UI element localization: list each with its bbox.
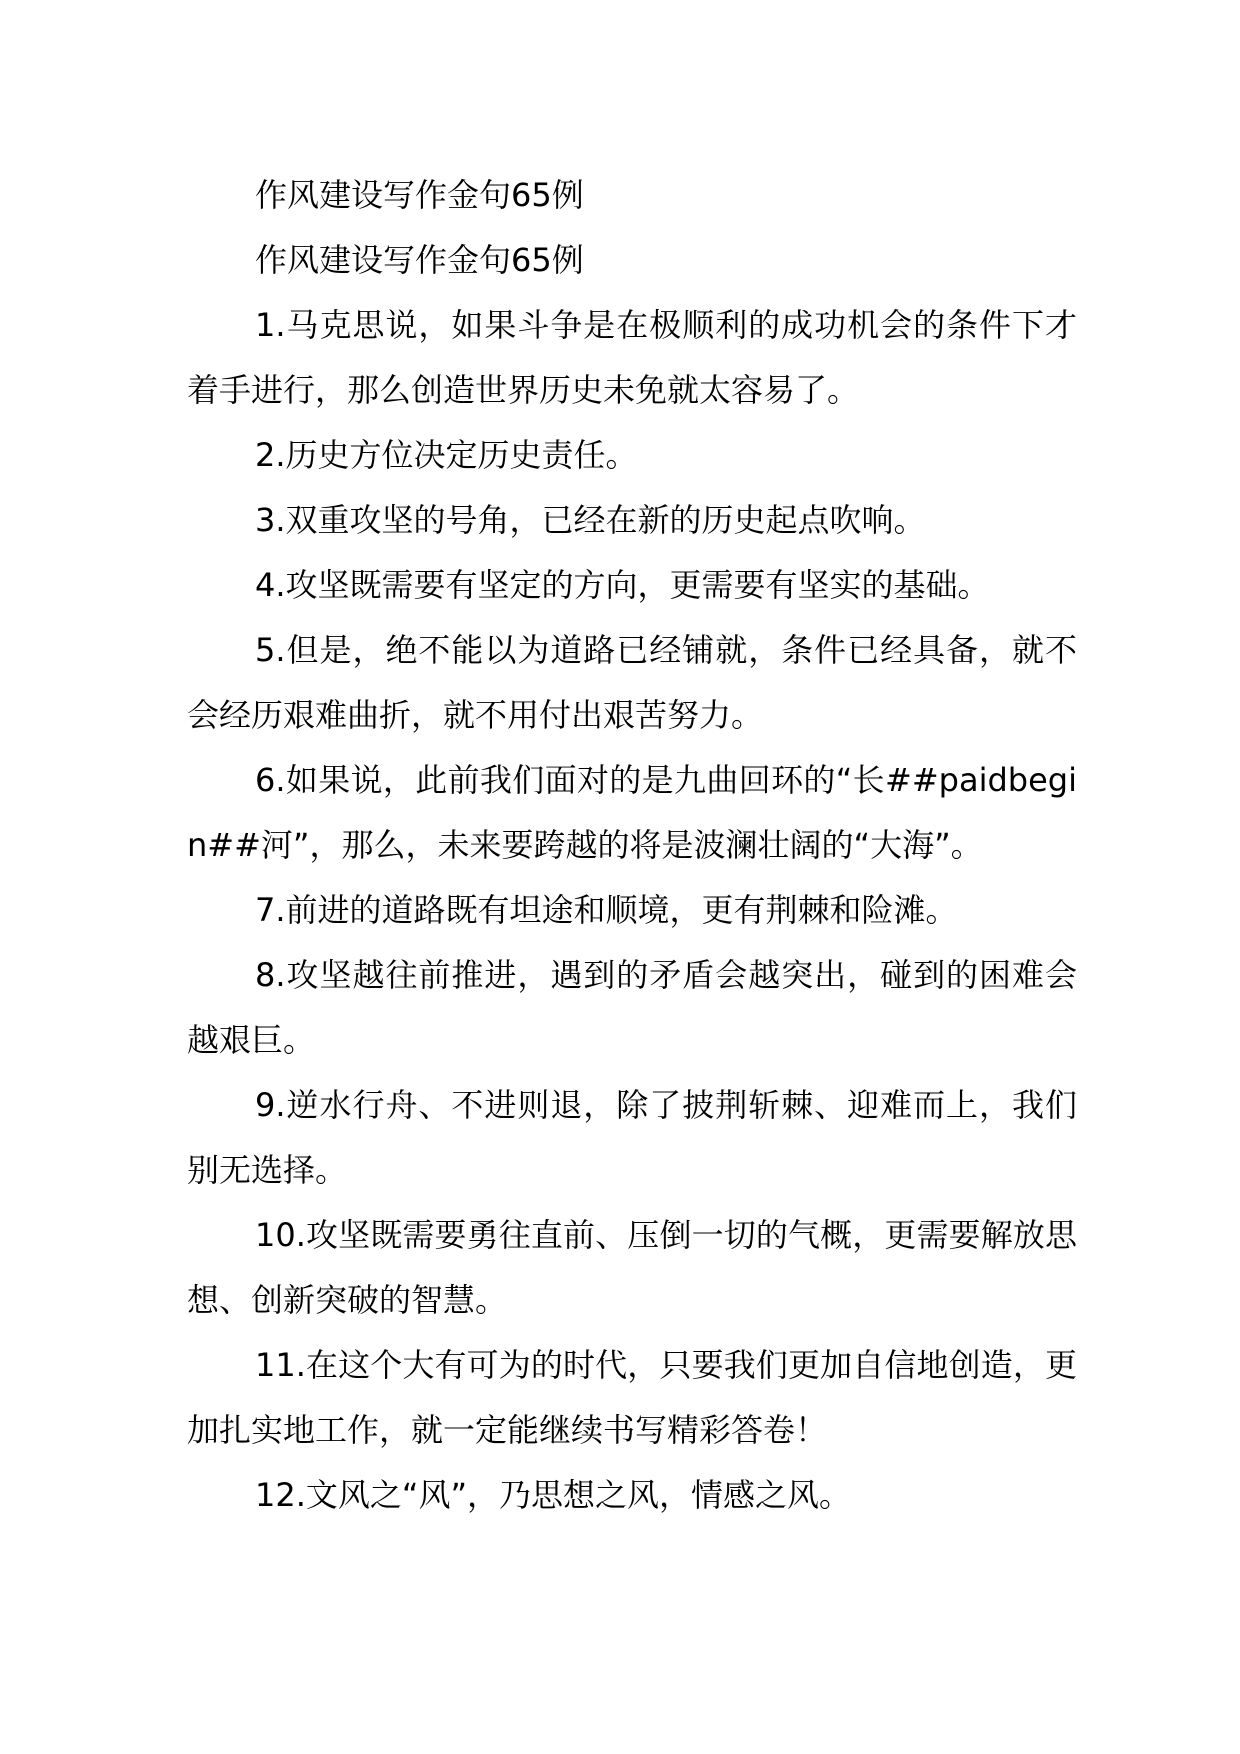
list-item: 8.攻坚越往前推进，遇到的矛盾会越突出，碰到的困难会越艰巨。 [187, 956, 1077, 1059]
document-title: 作风建设写作金句65例 [255, 176, 584, 214]
list-item: 1.马克思说，如果斗争是在极顺利的成功机会的条件下才着手进行，那么创造世界历史未免就太容易了。 [187, 306, 1077, 409]
document-body [187, 163, 1077, 1528]
list-item: 5.但是，绝不能以为道路已经铺就，条件已经具备，就不会经历艰难曲折，就不用付出艰苦努力。 [187, 631, 1077, 734]
list-item: 7.前进的道路既有坦途和顺境，更有荆棘和险滩。 [255, 891, 958, 929]
list-item: 6.如果说，此前我们面对的是九曲回环的“长##paidbegin##河”，那么，未来要跨越的将是波澜壮阔的“大海”。 [187, 761, 1077, 864]
list-item: 11.在这个大有可为的时代，只要我们更加自信地创造，更加扎实地工作，就一定能继续书写精彩答卷！ [187, 1346, 1077, 1449]
list-item: 3.双重攻坚的号角，已经在新的历史起点吹响。 [255, 501, 926, 539]
list-item: 12.文风之“风”，乃思想之风，情感之风。 [255, 1476, 852, 1514]
list-item: 10.攻坚既需要勇往直前、压倒一切的气概，更需要解放思想、创新突破的智慧。 [187, 1216, 1077, 1319]
document-subtitle: 作风建设写作金句65例 [255, 241, 584, 279]
list-item: 9.逆水行舟、不进则退，除了披荆斩棘、迎难而上，我们别无选择。 [187, 1086, 1077, 1189]
list-item: 2.历史方位决定历史责任。 [255, 436, 638, 474]
list-item: 4.攻坚既需要有坚定的方向，更需要有坚实的基础。 [255, 566, 990, 604]
